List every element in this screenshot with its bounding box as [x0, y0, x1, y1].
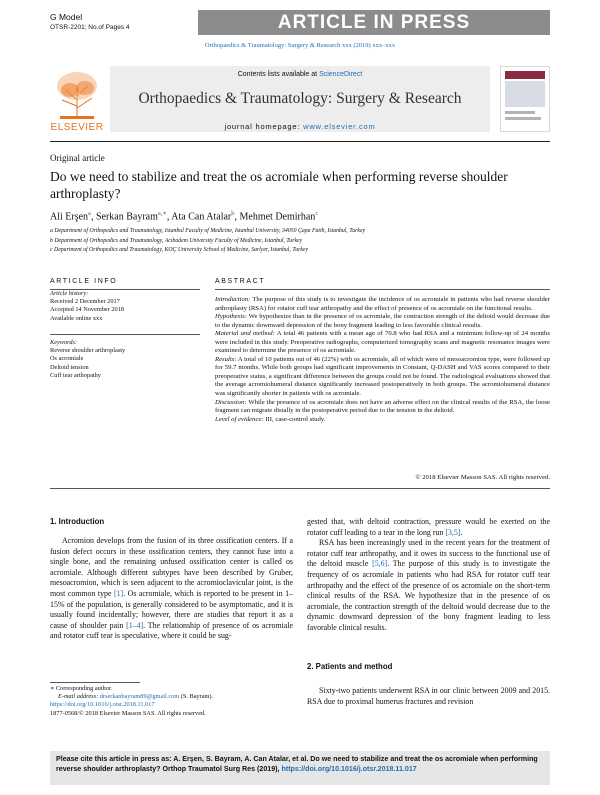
email-link[interactable]: drserkanbayram89@gmail.com: [99, 693, 180, 701]
abstract-label: Discussion:: [215, 398, 247, 406]
keywords: [50, 339, 200, 380]
doi-link[interactable]: https://doi.org/10.1016/j.otsr.2018.11.017: [50, 701, 155, 709]
author-list: Ali Erşen$^a$, Serkan Bayram$^{a,∗}$, Ata Can Atalar$^b$, Mehmet Demirhan$^c$: [50, 210, 319, 223]
homepage-link[interactable]: www.elsevier.com: [303, 122, 376, 131]
author-name[interactable]: Ata Can Atalar: [171, 211, 232, 223]
abstract-body: [215, 296, 550, 424]
history-item: Received 2 December 2017: [50, 298, 120, 306]
corresponding-author-note: ∗ Corresponding author.: [50, 685, 113, 692]
affiliation: c Department of Orthopedics and Traumatology, KOÇ University School of Medicine, Sarlyer, Istanbul, Turkey: [50, 247, 309, 253]
abstract-label: Hypothesis:: [215, 313, 247, 321]
author-name[interactable]: Ali Erşen: [50, 211, 89, 223]
journal-citation-line[interactable]: Orthopaedics & Traumatology: Surgery & Research xxx (2019) xxx–xxx: [204, 42, 396, 49]
history-item: Available online xxx: [50, 314, 103, 322]
right-column: gested that, with deltoid contraction, pressure would be exerted on the rotator cuff leading to a tear in the long run [3,5]. RSA has been increasingly used in the recent years for the treatment of rotator cuff tear arthropathy, and it owes its success to the functional use of the deltoid muscle [5,6]. The purpose of this study is to investigate the frequency of os acromiale in patients who had RSA for rotator cuff tear arthropathy and the effect of the presence of os acromiale on the short-term clinical results of the RSA. We hypothesize that in the presence of os acromiale, the contraction strength of the deltoid would decrease due to the dynamic downward depression of the bony fragment leading to less favorable clinical results.: [307, 517, 550, 632]
abstract-text: We hypothesize than in the presence of os acromiale, the contraction strength of the deltoid would decrease due to the dynamic downward depression of the bony fragment leading to less favorable clinical results.: [215, 313, 550, 329]
g-model-label: G Model: [50, 12, 83, 22]
article-type: Original article: [50, 153, 105, 163]
manuscript-info: OTSR-2201; No.of Pages 4: [50, 24, 130, 31]
methods-text: Sixty-two patients underwent RSA in our clinic between 2009 and 2015. RSA due to proximal humerus fractures and revision: [307, 686, 550, 706]
citation-footer: Please cite this article in press as: A. Erşen, S. Bayram, A. Can Atalar, et al. Do we need to stabilize and treat the os acromiale when performing reverse shoulder arthroplasty? Orthop Traumatol Surg Res (2019), https://doi.org/10.1016/j.otsr.2018.11.017: [56, 755, 538, 773]
author-sup[interactable]: a: [88, 210, 91, 217]
header-divider: [50, 141, 550, 142]
intro-column: Acromion develops from the fusion of its three ossification centers. If a fusion defect occurs in these ossification centers, they cannot fuse into a single bone, and the remaining unfused ossification center is called os acromiale. Although different subtypes have been described by Gruber, mesoacromion, which is seen adjacent to the acromioclavicular joint, is the most common type [1]. Os acromiale, which is reported to be present in 1–15% of the population, is generally considered to be asymptomatic, and it is usually found incidentally; however, there are studies that report it as a cause of shoulder pain [1–4]. The relationship of presence of os acromiale and rotator cuff tear is speculative, where it could be sug-: [50, 536, 294, 641]
reference-link[interactable]: [1]: [113, 588, 124, 598]
affiliation: b Department of Orthopedics and Traumatology, Acıbadem University Faculty of Medicine, Istanbul, Turkey: [50, 237, 303, 244]
abstract-label: Level of evidence:: [215, 415, 264, 423]
abstract-text: III, case-control study.: [263, 415, 326, 423]
contents-line: [110, 71, 490, 78]
abstract-divider-bottom: [50, 488, 550, 489]
journal-cover-thumbnail[interactable]: [500, 66, 550, 132]
abstract-text: A total 46 patients with a mean age of 70.8 who had RSA and a minimum follow-up of 24 months were included in this study. Preoperative radiographs, computerized tomography scans and magnetic resonance images were examined to determine the presence of os acromiale.: [215, 330, 550, 355]
affiliation: a Department of Orthopedics and Traumatology, Istanbul Faculty of Medicine, Istanbul University, 34050 Çapa Fatih, Istanbul, Turkey: [50, 228, 366, 234]
elsevier-wordmark: ELSEVIER: [50, 122, 104, 133]
methods-heading: 2. Patients and method: [307, 662, 393, 671]
article-info: [50, 290, 200, 323]
abstract-label: Material and method:: [215, 330, 275, 338]
abstract-text: While the presence of os acromiale does not have an adverse effect on the clinical results of the RSA, the loose fragment can migrate distally in the postoperative period due to the tension in the deltoid.: [215, 398, 550, 415]
affiliations: [50, 227, 550, 256]
article-info-heading: ARTICLE INFO: [50, 278, 118, 285]
footnotes: ∗ Corresponding author. E-mail address: drserkanbayram89@gmail.com (S. Bayram). https://doi.org/10.1016/j.otsr.2018.11.017 1877-0568/© 2018 Elsevier Masson SAS. All rights reserved.: [50, 685, 293, 718]
footer-doi-link[interactable]: https://doi.org/10.1016/j.otsr.2018.11.017: [281, 764, 417, 773]
introduction-heading: 1. Introduction: [50, 517, 105, 526]
abstract-label: Introduction:: [215, 296, 251, 303]
article-title: Do we need to stabilize and treat the os acromiale when performing reverse shoulder arthroplasty?: [50, 169, 508, 201]
journal-title[interactable]: Orthopaedics & Traumatology: Surgery & Research: [138, 90, 462, 107]
abstract-heading: ABSTRACT: [215, 278, 266, 285]
sciencedirect-link[interactable]: ScienceDirect: [319, 71, 363, 78]
author-sup[interactable]: c: [315, 210, 319, 217]
abstract-label: Results:: [215, 355, 237, 363]
contents-prefix: Contents lists available at: [237, 71, 320, 78]
abstract-copyright: © 2018 Elsevier Masson SAS. All rights reserved.: [415, 474, 550, 481]
reference-link[interactable]: [1–4]: [126, 620, 144, 630]
reference-link[interactable]: [5,6]: [372, 559, 388, 569]
info-divider-mid: [50, 334, 200, 335]
issn-line: 1877-0568/© 2018 Elsevier Masson SAS. All rights reserved.: [50, 709, 206, 717]
abstract-text: A total of 10 patients out of 46 (22%) with os acromiale, all of which were of mesoacromion type, were followed up for 59.7 months. While both groups had significant improvements in Constant, Q-DASH and VAS scores compared to their preoperative status, a significant difference between the groups could not be found. The radiological evaluations showed that the average acromiohumeral distance significantly increased postoperatively in both groups. The acromiohumeral distance was significantly shorter in patients with os acromiale.: [215, 355, 550, 398]
homepage-prefix: journal homepage:: [224, 122, 304, 131]
keyword: Os acromiale: [50, 355, 84, 363]
footnote-divider: [50, 682, 140, 683]
author-name[interactable]: Serkan Bayram: [95, 211, 158, 223]
article-in-press-banner: ARTICLE IN PRESS: [198, 10, 550, 35]
reference-link[interactable]: [3,5]: [445, 527, 461, 537]
keywords-label: Keywords:: [50, 339, 78, 346]
journal-homepage: [110, 122, 490, 131]
abstract-text: The purpose of this study is to investigate the incidence of os acromiale in patients who had reverse shoulder arthroplasty (RSA) for rotator cuff tear arthropathy and the effect of presence of os acromiale on the functional results.: [215, 296, 550, 312]
author-sup[interactable]: a,∗: [157, 210, 167, 217]
keyword: Deltoid tension: [50, 363, 89, 371]
keyword: Reverse shoulder arthroplasty: [50, 347, 126, 355]
history-item: Accepted 14 November 2018: [50, 306, 124, 314]
keyword: Cuff tear arthopathy: [50, 371, 101, 379]
author-name[interactable]: Mehmet Demirhan: [239, 211, 316, 223]
history-label: Article history:: [50, 290, 89, 297]
author-sup[interactable]: b: [231, 210, 235, 217]
abstract-divider-top: [215, 289, 550, 290]
